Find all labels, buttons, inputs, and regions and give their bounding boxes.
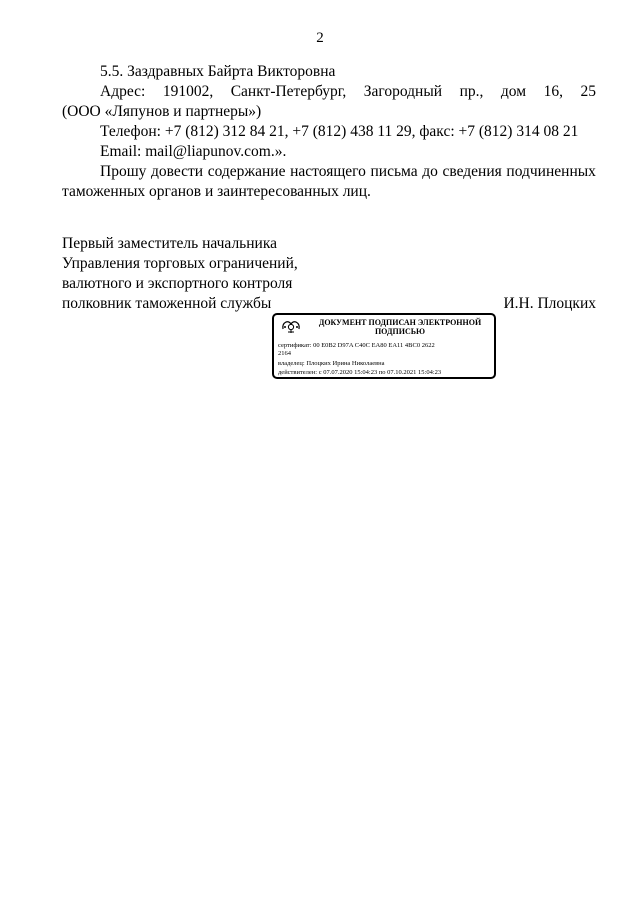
signer-position-line: Первый заместитель начальника	[62, 235, 278, 252]
address-word: 25	[580, 83, 596, 100]
stamp-certificate-cont: 2164	[278, 350, 291, 357]
request-word: до	[422, 163, 438, 180]
signer-position-line: полковник таможенной службы	[62, 295, 272, 312]
electronic-signature-stamp	[272, 313, 496, 379]
phone-line: Телефон: +7 (812) 312 84 21, +7 (812) 438 11 29, факс: +7 (812) 314 08 21	[100, 123, 579, 140]
request-word: настоящего	[290, 163, 366, 180]
request-word: Прошу	[100, 163, 147, 180]
signer-position-line: валютного и экспортного контроля	[62, 275, 293, 292]
address-word: дом	[500, 83, 527, 100]
address-word: пр.,	[459, 83, 484, 100]
request-line	[62, 162, 596, 182]
signer-name: И.Н. Плоцких	[503, 295, 596, 312]
address-word: Санкт-Петербург,	[230, 83, 347, 100]
address-word: 16,	[543, 83, 563, 100]
address-line	[62, 82, 596, 102]
request-line-2: таможенных органов и заинтересованных лиц.	[62, 183, 371, 200]
address-word: Загородный	[363, 83, 443, 100]
stamp-title-line: ДОКУМЕНТ ПОДПИСАН ЭЛЕКТРОННОЙ	[318, 318, 482, 327]
request-word: сведения	[442, 163, 502, 180]
request-word: письма	[370, 163, 418, 180]
stamp-owner: владелец: Плоцких Ирина Николаевна	[278, 360, 385, 367]
contact-section	[62, 62, 596, 202]
request-word: содержание	[207, 163, 286, 180]
customs-emblem-icon	[280, 319, 302, 335]
stamp-certificate: сертификат: 00 E0B2 D97A C40C EA80 EA11 4BC0 2622	[278, 342, 435, 349]
signature-block	[62, 234, 596, 314]
email-line: Email: mail@liapunov.com.».	[100, 143, 287, 160]
address-word: Адрес:	[100, 83, 146, 100]
address-company: (ООО «Ляпунов и партнеры»)	[62, 103, 262, 120]
page-number: 2	[316, 30, 324, 46]
signer-position-line: Управления торговых ограничений,	[62, 255, 298, 272]
section-heading: 5.5. Заздравных Байрта Викторовна	[100, 63, 336, 80]
stamp-title-line: ПОДПИСЬЮ	[374, 327, 426, 336]
request-word: подчиненных	[506, 163, 596, 180]
stamp-title	[308, 318, 492, 336]
address-word: 191002,	[162, 83, 214, 100]
request-word: довести	[151, 163, 204, 180]
stamp-validity: действителен: с 07.07.2020 15:04:23 по 07.10.2021 15:04:23	[278, 369, 442, 376]
